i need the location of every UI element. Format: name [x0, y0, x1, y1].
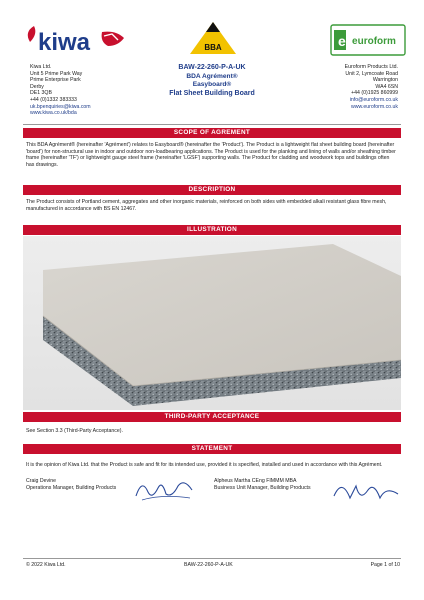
statement-section-title: STATEMENT: [23, 444, 401, 454]
illustration-section-title: ILLUSTRATION: [23, 225, 401, 235]
cert-type: BDA Agrément®: [186, 72, 238, 80]
cert-number: BAW-22-260-P-A-UK: [178, 64, 246, 71]
euroform-logo: [330, 24, 406, 58]
euroform-email-link[interactable]: info@euroform.co.uk: [349, 96, 398, 103]
euroform-web-link[interactable]: www.euroform.co.uk: [351, 103, 398, 110]
svg-text:e: e: [338, 33, 346, 49]
kiwa-email-link[interactable]: uk.bpenquiries@kiwa.com: [30, 103, 91, 110]
signatory-right-name: Alpheus Martha CEng FIMMM MBA: [214, 478, 297, 484]
svg-text:euroform: euroform: [352, 36, 396, 47]
third-party-text: See Section 3.3 (Third-Party Acceptance).: [26, 428, 123, 434]
description-section-title: DESCRIPTION: [23, 185, 401, 195]
board-illustration: [23, 236, 401, 410]
kiwa-address-line: Prime Enterprise Park: [30, 77, 81, 84]
signatory-left-name: Craig Devine: [26, 478, 56, 484]
footer-divider: [23, 558, 401, 559]
euroform-phone: +44 (0)1925 860999: [351, 90, 398, 97]
bba-logo: [180, 18, 246, 58]
kiwa-address-line: Derby: [30, 83, 44, 90]
signature-left-icon: [132, 474, 198, 504]
euroform-address-line: Euroform Products Ltd.: [344, 64, 398, 70]
header-divider: [23, 124, 401, 125]
kiwa-address: [30, 64, 140, 117]
kiwa-logo: [20, 24, 130, 56]
footer-page-number: Page 1 of 10: [370, 562, 400, 568]
description-text: The Product consists of Portland cement, aggregates and other inorganic materials, reinforced on both sides with embedded alkali resistant glass fibre mesh, manufactured in accordance with BS EN 12467.: [26, 199, 387, 212]
cert-title: Flat Sheet Building Board: [169, 89, 255, 97]
svg-text:kiwa: kiwa: [38, 29, 91, 56]
footer-issue: BAW-22-260-P-A-UK: [184, 562, 233, 568]
euroform-address-line: Unit 2, Lymcoate Road: [345, 70, 398, 77]
third-party-section-title: THIRD-PARTY ACCEPTANCE: [23, 412, 401, 422]
cert-product: Easyboard®: [192, 81, 232, 89]
scope-section-title: SCOPE OF AGREMENT: [23, 128, 401, 138]
signatory-right-role: Business Unit Manager, Building Products: [214, 484, 311, 491]
signature-right-icon: [330, 476, 402, 506]
footer-copyright: © 2022 Kiwa Ltd.: [26, 562, 66, 568]
euroform-address-line: Warrington: [372, 77, 398, 84]
kiwa-address-line: DE1 3QB: [30, 90, 52, 97]
euroform-address-line: WA4 6SN: [375, 83, 398, 90]
svg-text:BBA: BBA: [204, 43, 222, 52]
kiwa-web-link[interactable]: www.kiwa.co.uk/bda: [30, 110, 77, 117]
scope-text: This BDA Agrément® (hereinafter 'Agrément') relates to Easyboard® (hereinafter the 'Product'). The Product is a lightweight flat sheet building board (hereinafter 'board') for non-structural use in indoor and outdoor non-loadbearing applications. The Product is used for the planking and lining of walls and/or sheathing timber frame (hereinafter 'TF') or lightweight gauge steel frame (hereinafter 'LGSF') supporting walls. The Product for cladding and woodwork tops and buildings often has drawings.: [26, 142, 396, 168]
signatory-left-role: Operations Manager, Building Products: [26, 484, 117, 491]
certificate-header: [130, 64, 294, 98]
euroform-address: [288, 64, 398, 110]
statement-text: It is the opinion of Kiwa Ltd. that the Product is safe and fit for its intended use, provided it is specified, installed and used in accordance with this Agrément.: [26, 462, 383, 468]
kiwa-phone: +44 (0)1332 383333: [30, 96, 77, 103]
kiwa-address-line: Kiwa Ltd.: [30, 64, 52, 70]
kiwa-address-line: Unit 5 Prime Park Way: [30, 70, 83, 77]
